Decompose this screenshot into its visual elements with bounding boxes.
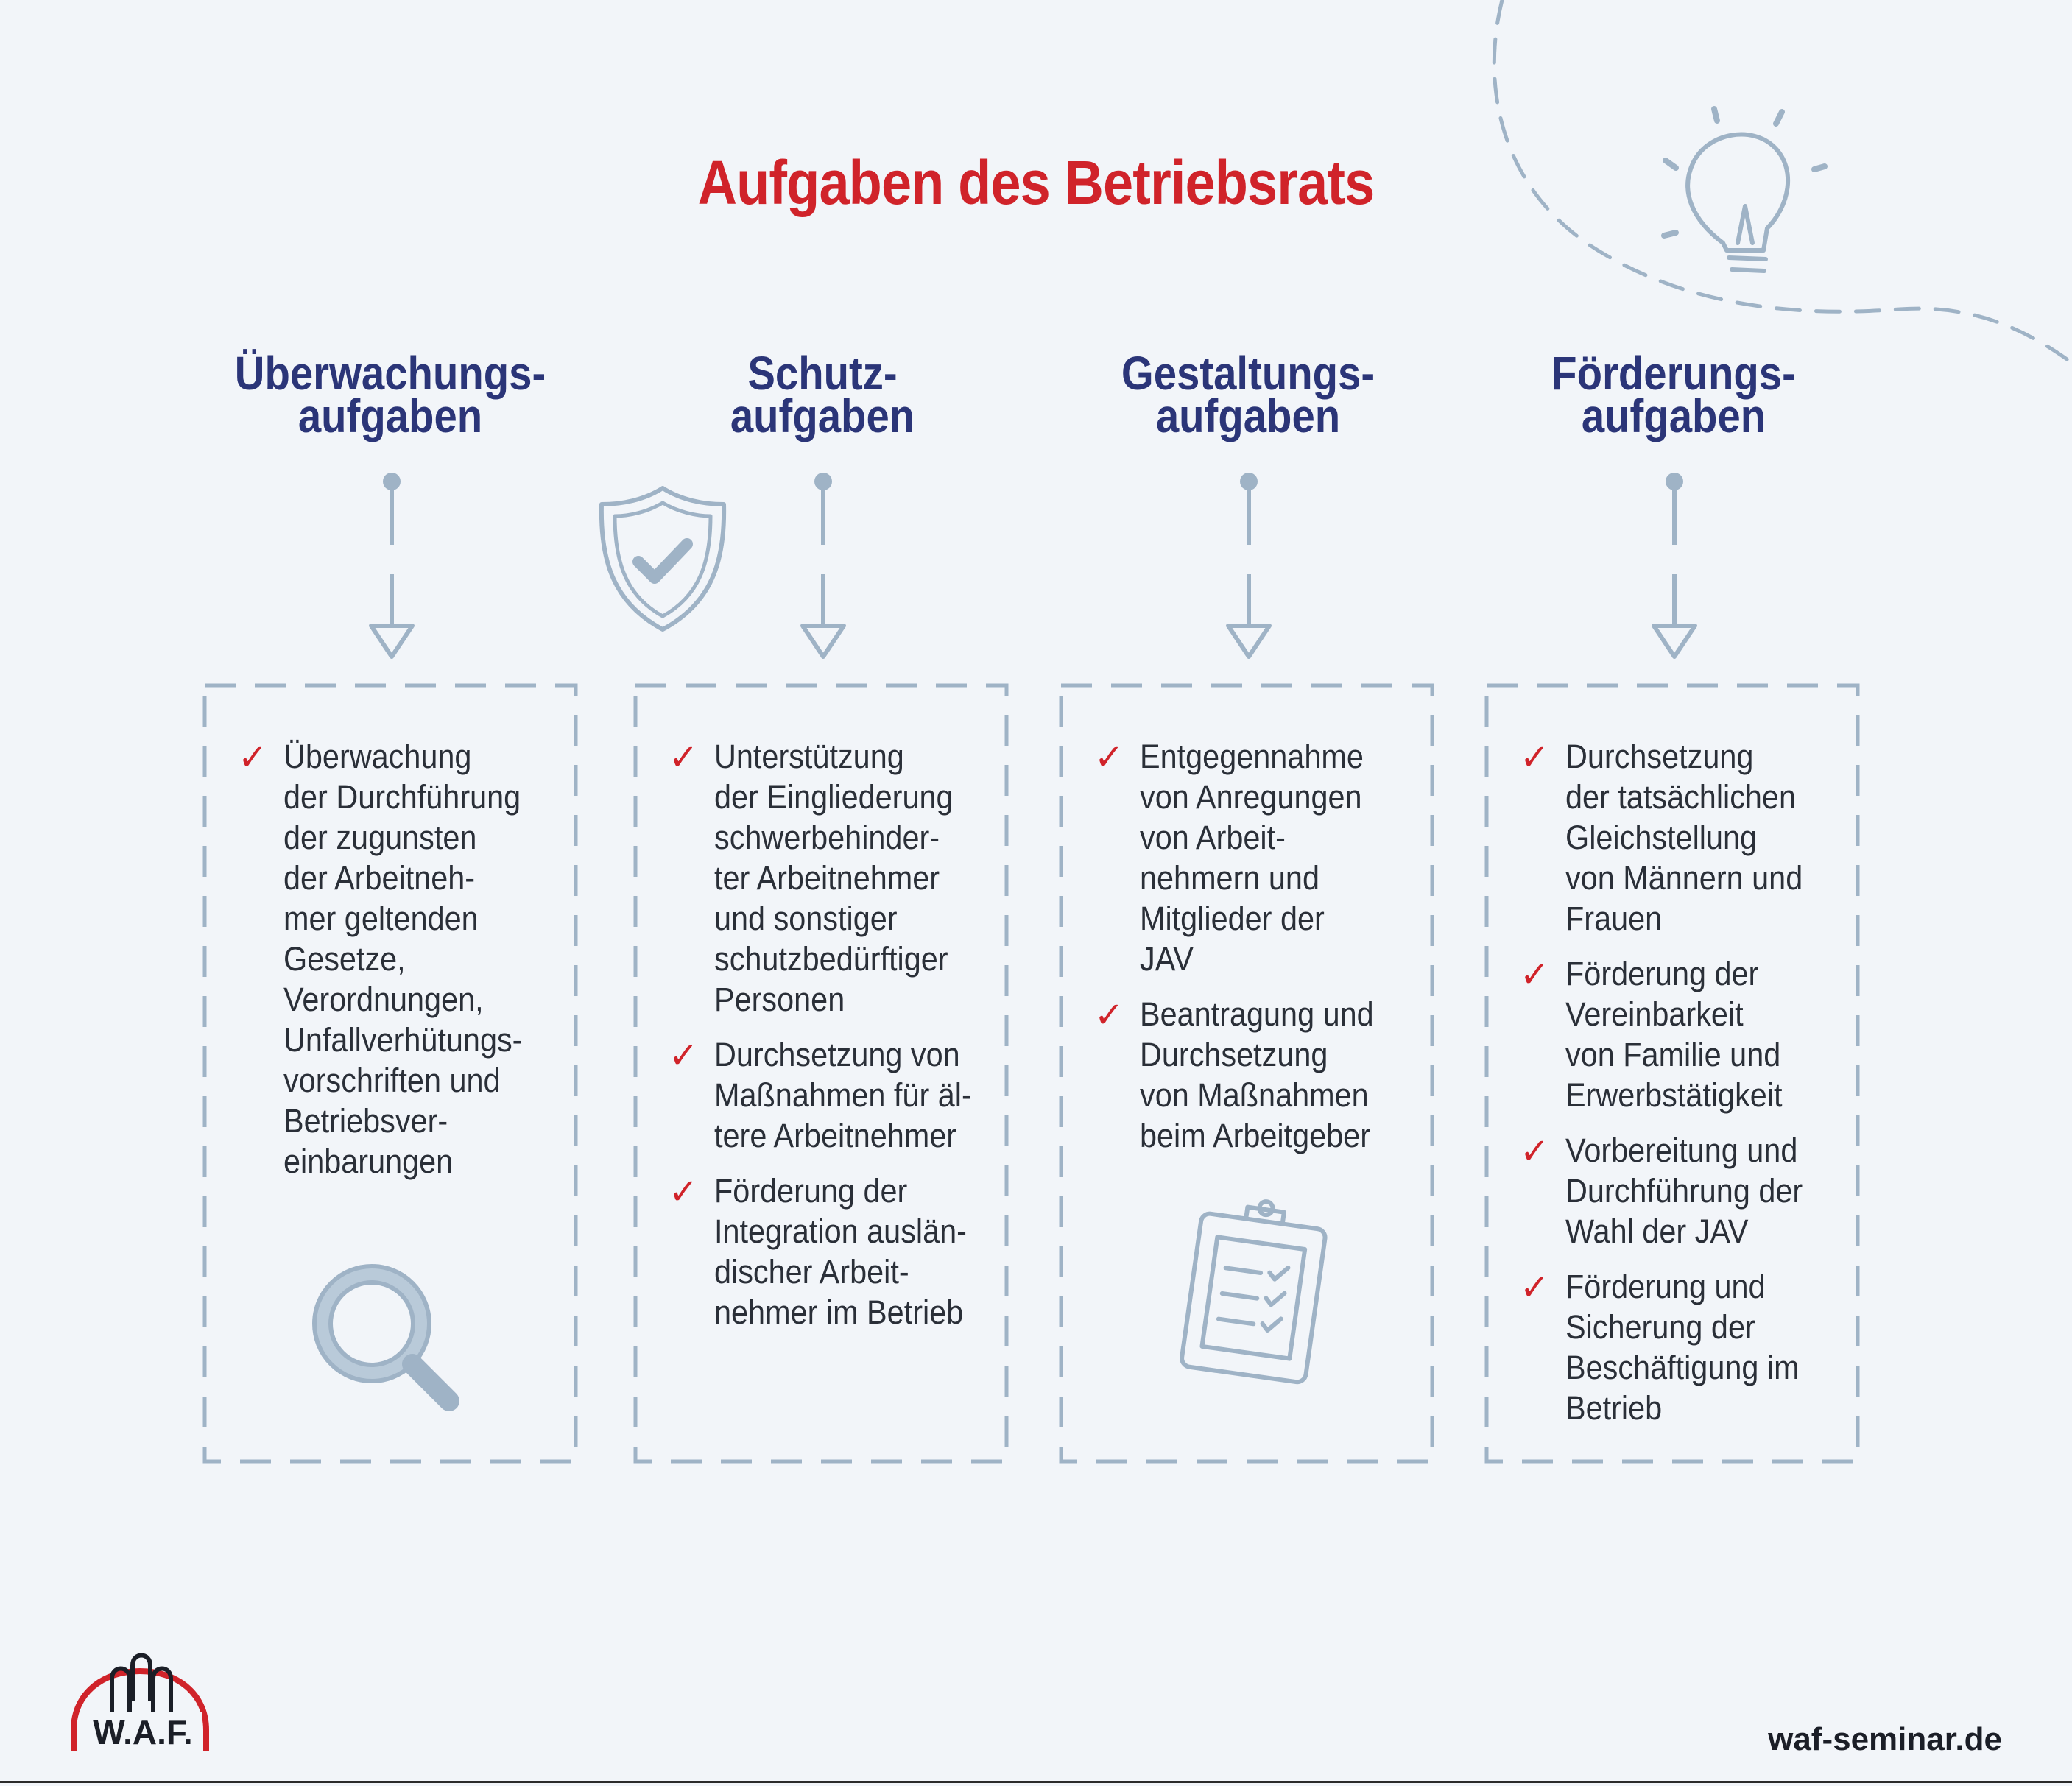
arrow-down-icon <box>1645 471 1704 663</box>
arrow-down-icon <box>1219 471 1278 663</box>
magnifier-icon <box>298 1250 475 1427</box>
list-item <box>669 736 987 1020</box>
heading-schutzaufgaben <box>628 347 1017 442</box>
list-item <box>669 1171 987 1333</box>
list-item <box>1520 736 1838 939</box>
heading-line: Überwachungs- <box>234 347 546 400</box>
checkmark-icon: ✓ <box>1520 737 1550 778</box>
list-item-text: Durchsetzung von Maßnahmen für äl- tere Arbeitnehmer <box>714 1036 972 1154</box>
page-title: Aufgaben des Betriebsrats <box>697 148 1375 217</box>
list-item-text: Förderung der Integration auslän- discher Arbeit- nehmer im Betrieb <box>714 1172 967 1331</box>
list-item <box>1520 1130 1838 1252</box>
list-item-text: Überwachung der Durchführung der zugunsten der Arbeitneh- mer geltenden Gesetze, Verordnungen, Unfallverhütungs- vorschriften und Betriebsver- einbarungen <box>283 738 523 1180</box>
list-item <box>238 736 556 1182</box>
arrow-down-icon <box>794 471 853 663</box>
list-item <box>1094 736 1412 979</box>
heading-line: aufgaben <box>730 389 915 442</box>
list-item-text: Förderung und Sicherung der Beschäftigung im Betrieb <box>1565 1268 1800 1427</box>
list-item-text: Vorbereitung und Durchführung der Wahl der JAV <box>1565 1132 1803 1250</box>
checkmark-icon: ✓ <box>238 737 268 778</box>
heading-ueberwachungsaufgaben <box>196 347 585 442</box>
checkmark-icon: ✓ <box>1520 1267 1550 1308</box>
heading-line: aufgaben <box>297 389 483 442</box>
checkmark-icon: ✓ <box>669 1035 699 1076</box>
list-item <box>1520 1266 1838 1428</box>
task-box-foerderung <box>1484 683 1860 1464</box>
checkmark-icon: ✓ <box>669 1171 699 1213</box>
list-item-text: Beantragung und Durchsetzung von Maßnahmen beim Arbeitgeber <box>1140 995 1374 1154</box>
clipboard-icon <box>1169 1199 1339 1390</box>
heading-line: Förderungs- <box>1551 347 1796 400</box>
task-box-schutz <box>633 683 1009 1464</box>
waf-logo <box>66 1649 214 1756</box>
logo-text: W.A.F. <box>84 1712 202 1752</box>
list-item-text: Unterstützung der Eingliederung schwerbehinder- ter Arbeitnehmer und sonstiger schutzbedürftiger Personen <box>714 738 954 1018</box>
heading-line: aufgaben <box>1581 389 1766 442</box>
task-box-gestaltung <box>1059 683 1434 1464</box>
list-item-text: Entgegennahme von Anregungen von Arbeit- nehmern und Mitglieder der JAV <box>1140 738 1364 978</box>
bottom-divider <box>0 1781 2072 1783</box>
list-item <box>669 1034 987 1156</box>
checkmark-icon: ✓ <box>669 737 699 778</box>
shield-check-icon <box>593 482 733 637</box>
checkmark-icon: ✓ <box>1520 1131 1550 1172</box>
checkmark-icon: ✓ <box>1094 995 1124 1036</box>
website-link[interactable]: waf-seminar.de <box>1768 1721 2002 1757</box>
list-item <box>1094 994 1412 1156</box>
task-box-ueberwachung <box>202 683 578 1464</box>
checkmark-icon: ✓ <box>1520 954 1550 995</box>
heading-gestaltungsaufgaben <box>1054 347 1442 442</box>
heading-line: Gestaltungs- <box>1121 347 1375 400</box>
checkmark-icon: ✓ <box>1094 737 1124 778</box>
list-item <box>1520 953 1838 1115</box>
heading-line: Schutz- <box>747 347 898 400</box>
list-item-text: Durchsetzung der tatsächlichen Gleichstellung von Männern und Frauen <box>1565 738 1803 937</box>
heading-foerderungsaufgaben <box>1479 347 1868 442</box>
list-item-text: Förderung der Vereinbarkeit von Familie und Erwerbstätigkeit <box>1565 955 1783 1114</box>
heading-line: aufgaben <box>1155 389 1341 442</box>
arrow-down-icon <box>362 471 421 663</box>
lightbulb-icon <box>1635 96 1848 309</box>
